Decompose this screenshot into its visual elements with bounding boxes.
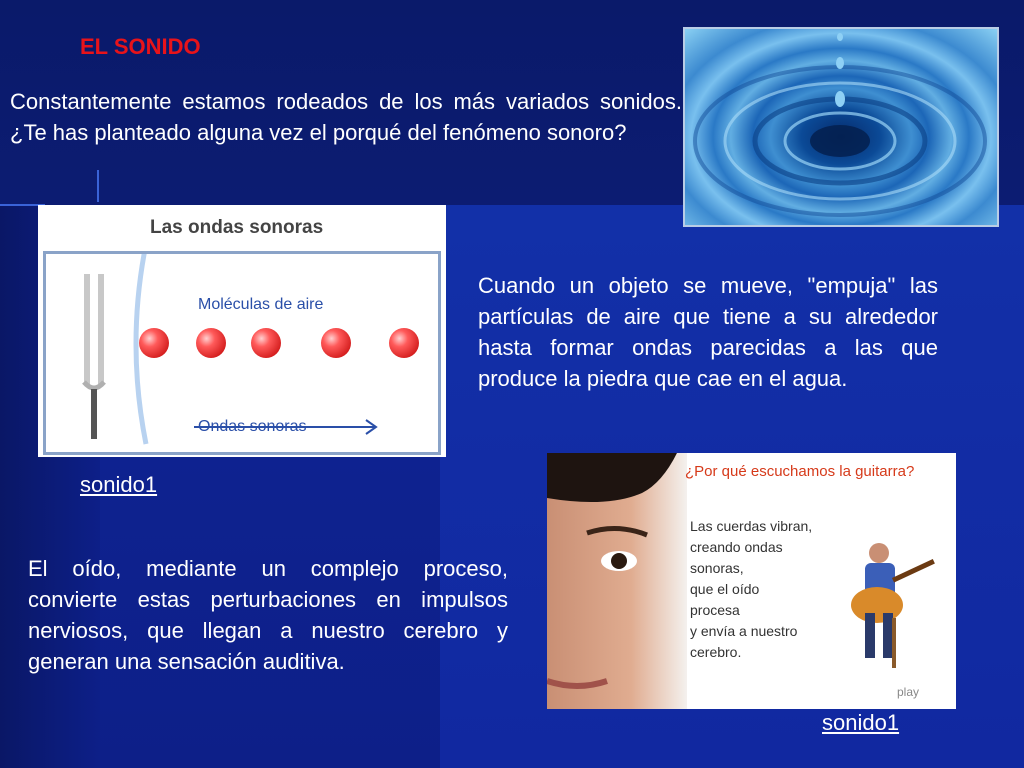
- air-molecule: [251, 328, 281, 358]
- sound-waves-diagram: [38, 205, 446, 457]
- air-molecule: [321, 328, 351, 358]
- guitarist-graphic: [547, 453, 956, 709]
- intro-paragraph: Constantemente estamos rodeados de los más variados sonidos. ¿Te has planteado alguna vez el porqué del fenómeno sonoro?: [10, 89, 682, 145]
- guitar-image: [547, 453, 956, 709]
- guitar-question: ¿Por qué escuchamos la guitarra?: [685, 463, 915, 480]
- waves-label: Ondas sonoras: [198, 418, 307, 435]
- ear-paragraph: El oído, mediante un complejo proceso, convierte estas perturbaciones en impulsos nerviosos, que llegan a nuestro cerebro y generan una sensación auditiva.: [28, 556, 508, 674]
- guitar-line: procesa: [690, 602, 740, 618]
- molecules-label: Moléculas de aire: [198, 296, 324, 313]
- air-molecule: [139, 328, 169, 358]
- guitar-line: que el oído: [690, 581, 760, 597]
- guitar-line: y envía a nuestro: [690, 623, 798, 639]
- accent-line: [97, 170, 99, 202]
- air-molecule: [389, 328, 419, 358]
- slide-title: EL SONIDO: [80, 34, 201, 59]
- guitar-line: creando ondas: [690, 539, 783, 555]
- guitar-line: Las cuerdas vibran,: [690, 518, 813, 534]
- air-molecule: [196, 328, 226, 358]
- water-drop-graphic: [685, 29, 997, 225]
- play-button[interactable]: play: [897, 685, 920, 699]
- diagram-title: Las ondas sonoras: [150, 217, 324, 238]
- diagram-frame: [43, 251, 441, 455]
- guitar-line: cerebro.: [690, 644, 742, 660]
- guitar-line: sonoras,: [690, 560, 744, 576]
- sonido1-link-right[interactable]: sonido1: [822, 710, 900, 735]
- water-drop-image: [683, 27, 999, 227]
- sonido1-link-left[interactable]: sonido1: [80, 472, 158, 497]
- movement-paragraph: Cuando un objeto se mueve, "empuja" las partículas de aire que tiene a su alrededor hasta formar ondas parecidas a las que produce la piedra que cae en el agua.: [478, 273, 938, 391]
